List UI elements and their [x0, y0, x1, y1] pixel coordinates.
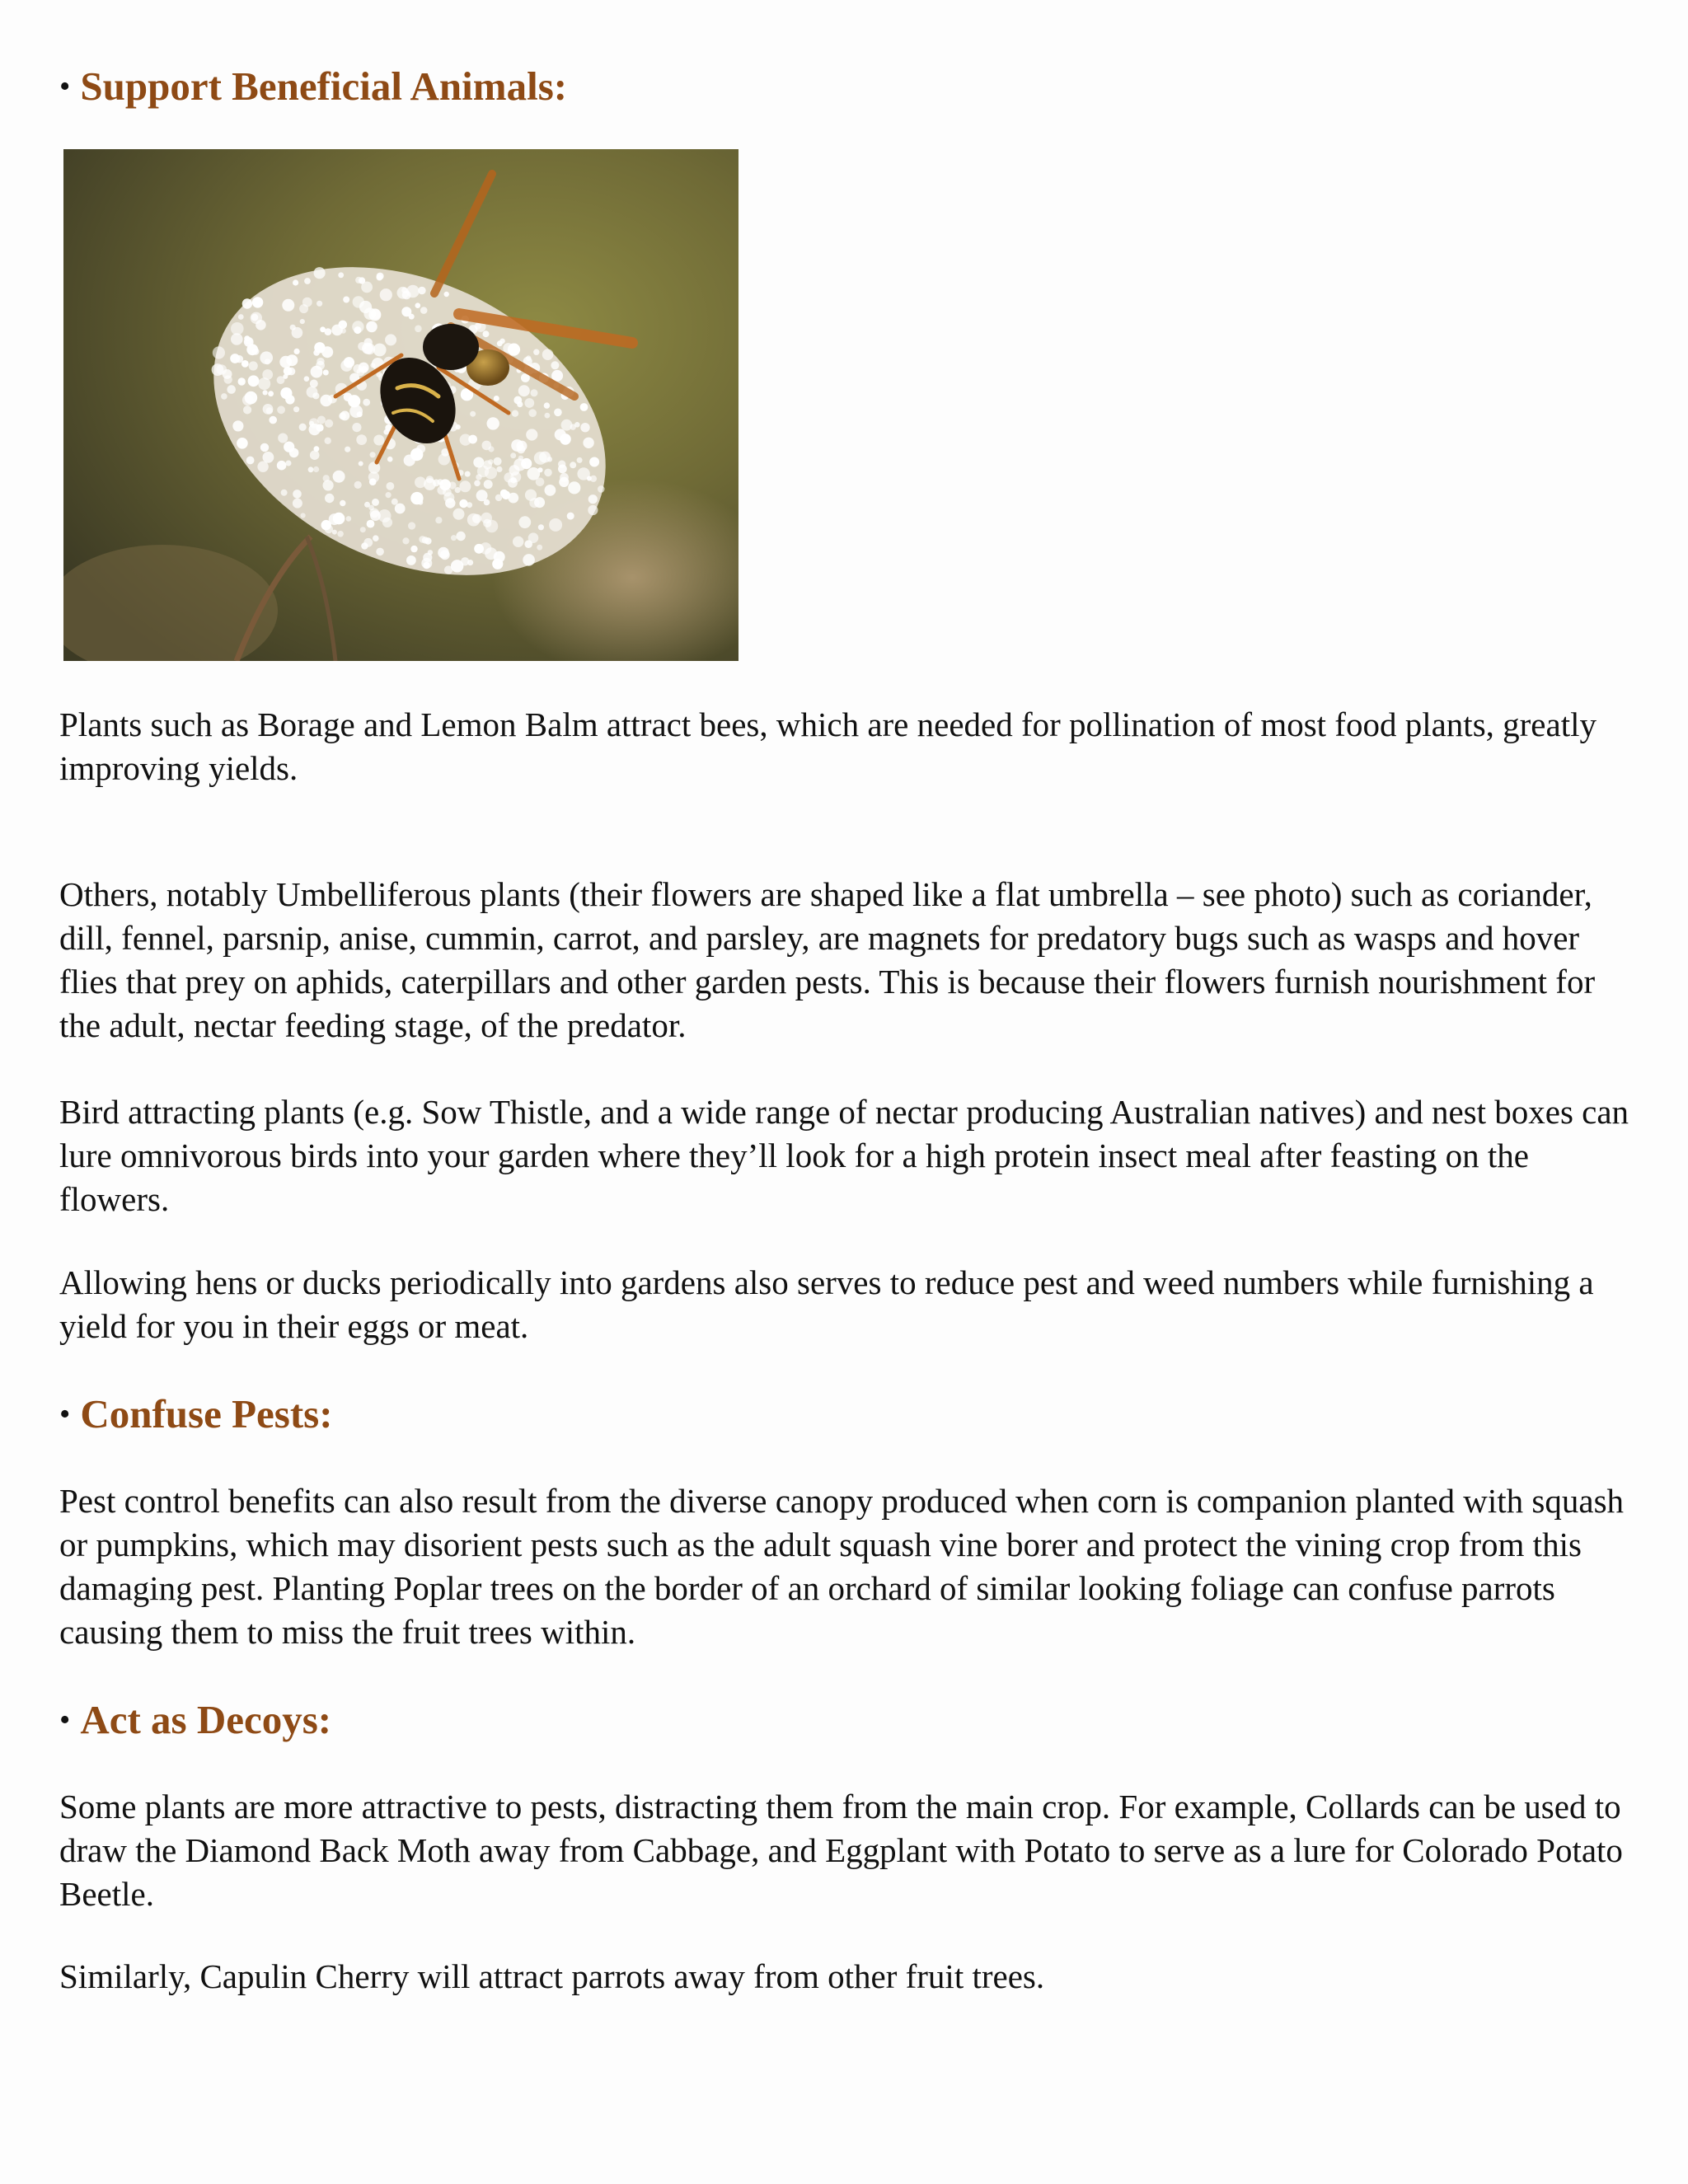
paragraph-capulin-cherry: Similarly, Capulin Cherry will attract parrots away from other fruit trees.	[59, 1957, 1045, 1995]
heading-text: Support Beneficial Animals:	[80, 63, 568, 109]
bullet-marker: •	[59, 69, 71, 104]
bullet-marker: •	[59, 1703, 71, 1737]
paragraph-bees: Plants such as Borage and Lemon Balm attract bees, which are needed for pollination of most food plants, greatly improving yields.	[59, 705, 1597, 787]
heading-text: Act as Decoys:	[80, 1697, 332, 1742]
paragraph-hens-ducks: Allowing hens or ducks periodically into gardens also serves to reduce pest and weed numbers while furnishing a yield for you in their eggs or meat.	[59, 1263, 1594, 1345]
paragraph-umbelliferous: Others, notably Umbelliferous plants (their flowers are shaped like a flat umbrella – see photo) such as coriander, dill, fennel, parsnip, anise, cummin, carrot, and parsley, are magnets for predatory bugs such as wasps and hover flies that prey on aphids, caterpillars and other garden pests. This is because their flowers furnish nourishment for the adult, nectar feeding stage, of the predator.	[59, 875, 1596, 1044]
paragraph-decoys: Some plants are more attractive to pests, distracting them from the main crop. For example, Collards can be used to draw the Diamond Back Moth away from Cabbage, and Eggplant with Potato to serve as a lure for Colorado Potato Beetle.	[59, 1788, 1623, 1913]
paragraph-birds: Bird attracting plants (e.g. Sow Thistle, and a wide range of nectar producing Australian natives) and nest boxes can lure omnivorous birds into your garden where they’ll look for a high protein insect meal after feasting on the flowers.	[59, 1093, 1629, 1218]
heading-text: Confuse Pests:	[80, 1391, 333, 1436]
section-heading-act-as-decoys	[59, 1695, 331, 1745]
section-heading-confuse-pests	[59, 1390, 333, 1439]
wasp-on-flower-photo	[63, 149, 738, 661]
paragraph-confuse-pests: Pest control benefits can also result from the diverse canopy produced when corn is companion planted with squash or pumpkins, which may disorient pests such as the adult squash vine borer and protect the vining crop from this damaging pest. Planting Poplar trees on the border of an orchard of similar looking foliage can confuse parrots causing them to miss the fruit trees within.	[59, 1482, 1625, 1651]
bullet-marker: •	[59, 1397, 71, 1432]
section-heading-support-beneficial-animals	[59, 62, 567, 111]
